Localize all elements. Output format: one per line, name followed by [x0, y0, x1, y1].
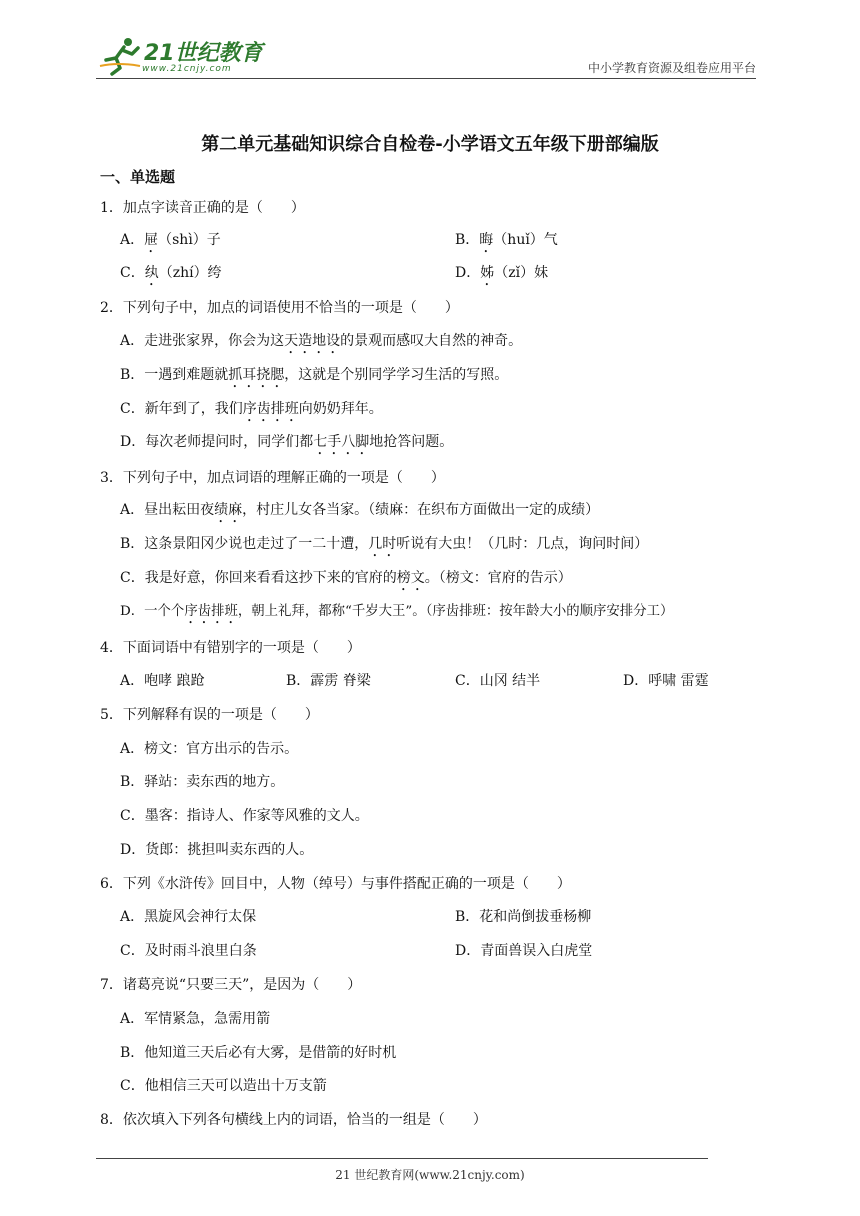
question-8-stem: 8．依次填入下列各句横线上内的词语，恰当的一组是（ ） — [100, 1112, 487, 1128]
dotted-word: 天造地设 — [284, 333, 341, 349]
page-header — [0, 0, 860, 90]
option-text: 。（榜文：官府的告示） — [424, 570, 572, 586]
dotted-char: 屉 — [144, 232, 159, 248]
logo — [96, 32, 266, 80]
question-1-option-c — [120, 262, 222, 289]
header-platform-text: 中小学教育资源及组卷应用平台 — [587, 61, 756, 75]
option-prefix: A． — [120, 232, 145, 248]
option-prefix: C． — [120, 265, 145, 281]
question-5-stem: 5．下列解释有误的一项是（ ） — [100, 707, 319, 723]
option-text: ，朝上礼拜，都称“千岁大王”。（序齿排班：按年龄大小的顺序安排分工） — [237, 604, 674, 619]
option-text: （zhí）绔 — [158, 265, 222, 281]
question-6-option-c: C．及时雨斗浪里白条 — [120, 943, 257, 959]
question-5-option-a: A．榜文：官方出示的告示。 — [120, 741, 299, 757]
question-6-option-a: A．黑旋风会神行太保 — [120, 909, 257, 925]
question-2-option-d — [120, 431, 453, 458]
question-3-option-b — [120, 533, 648, 560]
question-7-option-a: A．军情紧急，急需用箭 — [120, 1011, 271, 1027]
dotted-word: 榜文 — [396, 570, 425, 586]
option-prefix: A．昼出耘田夜 — [120, 502, 215, 518]
dotted-word: 几时 — [368, 536, 397, 552]
option-text: 的景观而感叹大自然的神奇。 — [340, 333, 523, 349]
dotted-word: 序齿排班 — [242, 401, 299, 417]
option-text: （shì）子 — [158, 232, 221, 248]
option-prefix: C．我是好意，你回来看看这抄下来的官府的 — [120, 570, 397, 586]
dotted-word: 绩麻 — [214, 502, 243, 518]
option-prefix: B．一遇到难题就 — [120, 367, 229, 383]
option-text: ，这就是个别同学学习生活的写照。 — [284, 367, 509, 383]
dotted-char: 姊 — [480, 265, 495, 281]
question-4-option-b: B．霹雳 脊梁 — [286, 673, 371, 689]
question-2-option-a — [120, 330, 522, 357]
option-text: 地抢答问题。 — [369, 434, 454, 450]
question-1-option-b — [455, 229, 558, 256]
runner-logo-icon — [98, 36, 142, 76]
option-prefix: B．这条景阳冈少说也走过了一二十遭， — [120, 536, 369, 552]
question-1-option-d — [455, 262, 548, 289]
question-7-stem: 7．诸葛亮说“只要三天”，是因为（ ） — [100, 977, 362, 993]
logo-url: www.21cnjy.com — [142, 64, 232, 74]
option-text: 向奶奶拜年。 — [298, 401, 383, 417]
option-text: ，村庄儿女各当家。（绩麻：在织布方面做出一定的成绩） — [242, 502, 600, 518]
option-text: 听说有大虫！（几时：几点，询问时间） — [396, 536, 649, 552]
question-2-option-b — [120, 364, 508, 391]
option-text: （zǐ）妹 — [494, 265, 549, 281]
question-6-stem: 6．下列《水浒传》回目中，人物（绰号）与事件搭配正确的一项是（ ） — [100, 876, 571, 892]
question-1-stem: 1．加点字读音正确的是（ ） — [100, 200, 305, 216]
option-prefix: C．新年到了，我们 — [120, 401, 243, 417]
question-5-option-b: B．驿站：卖东西的地方。 — [120, 774, 285, 790]
option-prefix: D．一个个 — [120, 604, 185, 619]
option-prefix: B． — [455, 232, 480, 248]
dotted-char: 晦 — [479, 232, 494, 248]
question-3-option-a — [120, 499, 599, 526]
question-4-option-c: C．山冈 结半 — [455, 673, 541, 689]
footer-divider — [96, 1158, 708, 1159]
question-2-option-c — [120, 398, 383, 425]
header-divider — [96, 78, 756, 79]
question-3-option-d — [120, 600, 673, 627]
option-text: （huǐ）气 — [493, 232, 558, 248]
question-7-option-b: B．他知道三天后必有大雾，是借箭的好时机 — [120, 1045, 397, 1061]
dotted-word: 七手八脚 — [313, 434, 370, 450]
question-5-option-d: D．货郎：挑担叫卖东西的人。 — [120, 842, 314, 858]
question-2-stem: 2．下列句子中，加点的词语使用不恰当的一项是（ ） — [100, 300, 459, 316]
option-prefix: D． — [455, 265, 481, 281]
question-6-option-b: B．花和尚倒拔垂杨柳 — [455, 909, 592, 925]
question-6-option-d: D．青面兽误入白虎堂 — [455, 943, 593, 959]
dotted-word: 序齿排班 — [184, 604, 238, 619]
question-5-option-c: C．墨客：指诗人、作家等风雅的文人。 — [120, 808, 369, 824]
question-4-option-d: D．呼啸 雷霆 — [623, 673, 709, 689]
question-4-option-a: A．咆哮 踉跄 — [120, 673, 205, 689]
option-prefix: D．每次老师提问时，同学们都 — [120, 434, 314, 450]
question-3-stem: 3．下列句子中，加点词语的理解正确的一项是（ ） — [100, 470, 445, 486]
question-7-option-c: C．他相信三天可以造出十万支箭 — [120, 1078, 327, 1094]
page-title: 第二单元基础知识综合自检卷-小学语文五年级下册部编版 — [201, 134, 659, 155]
question-4-stem: 4．下面词语中有错别字的一项是（ ） — [100, 640, 361, 656]
dotted-char: 纨 — [144, 265, 159, 281]
question-1-option-a — [120, 229, 221, 256]
logo-text: 21世纪教育 — [144, 41, 263, 66]
question-3-option-c — [120, 567, 572, 594]
option-prefix: A．走进张家界，你会为这 — [120, 333, 285, 349]
section-heading: 一、单选题 — [100, 168, 176, 186]
dotted-word: 抓耳挠腮 — [228, 367, 285, 383]
page-footer: 21 世纪教育网(www.21cnjy.com) — [335, 1168, 525, 1182]
